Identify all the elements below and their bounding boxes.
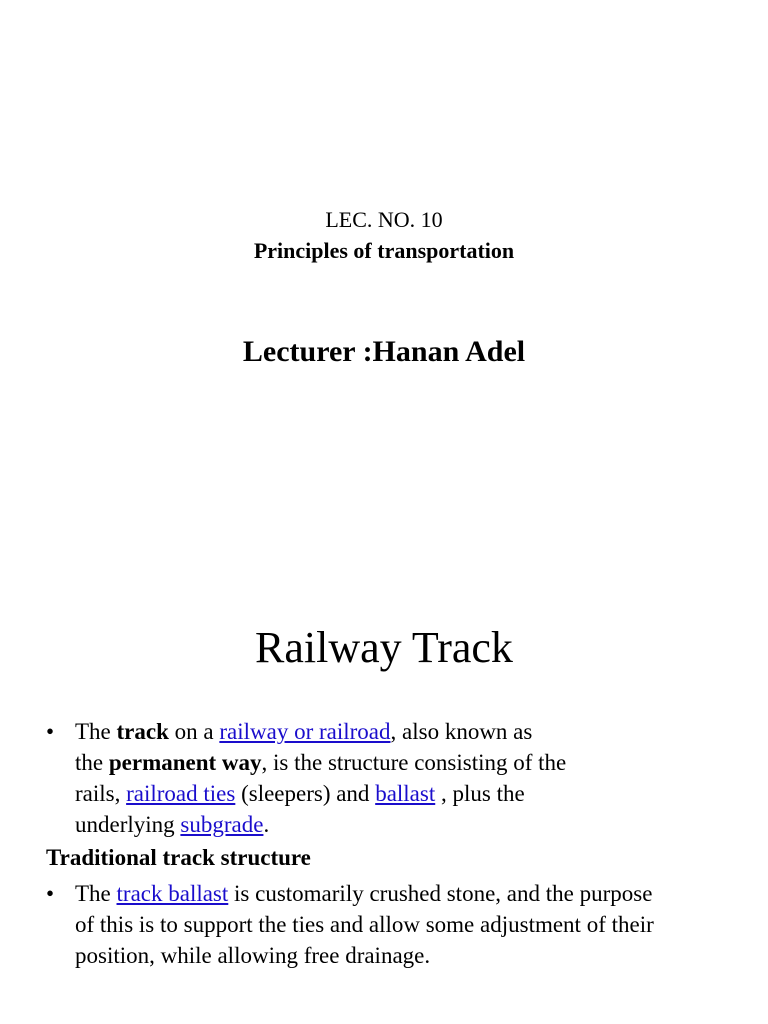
text: , also known as	[390, 719, 533, 744]
text: position, while allowing free drainage.	[75, 943, 431, 968]
term-track: track	[116, 719, 169, 744]
text: , plus the	[435, 781, 525, 806]
subheading-traditional-track-structure: Traditional track structure	[46, 845, 311, 870]
slide-title: Railway Track	[255, 623, 513, 672]
text: , is the structure consisting of the	[261, 750, 567, 775]
text: underlying	[75, 812, 181, 837]
lecturer-name: Lecturer :Hanan Adel	[242, 335, 526, 368]
text: rails,	[75, 781, 127, 806]
text: The	[75, 881, 117, 906]
text: the	[75, 750, 109, 775]
content-slide	[0, 576, 768, 1024]
text: is customarily crushed stone, and the purpose	[228, 881, 653, 906]
text: The	[75, 719, 117, 744]
link-track-ballast[interactable]: track ballast	[116, 881, 229, 906]
bullet-track-definition	[46, 716, 736, 840]
text: (sleepers) and	[235, 781, 376, 806]
bullet-icon: •	[46, 719, 55, 744]
link-subgrade[interactable]: subgrade	[180, 812, 264, 837]
bullet-track-ballast	[46, 878, 736, 971]
text: .	[263, 812, 270, 837]
slide-body	[46, 716, 736, 971]
bullet-icon: •	[46, 881, 55, 906]
term-permanent-way: permanent way	[108, 750, 262, 775]
text: on a	[168, 719, 220, 744]
lecture-number: LEC. NO. 10	[325, 207, 443, 232]
link-railroad-ties[interactable]: railroad ties	[126, 781, 236, 806]
link-ballast[interactable]: ballast	[375, 781, 436, 806]
text: of this is to support the ties and allow some adjustment of their	[75, 912, 654, 937]
course-title: Principles of transportation	[253, 238, 515, 263]
link-railway-or-railroad[interactable]: railway or railroad	[219, 719, 391, 744]
